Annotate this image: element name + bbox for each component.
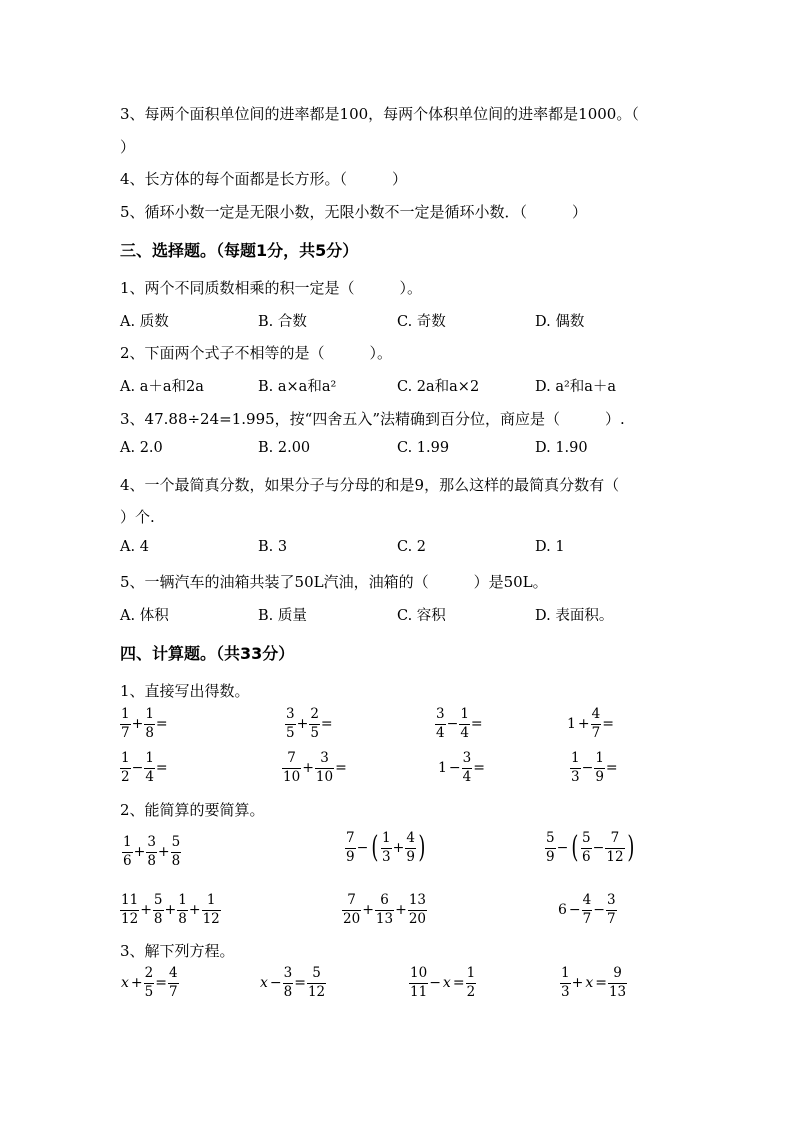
choice-q4-option-c: C. 2	[397, 539, 427, 555]
choice-q5-option-c: C. 容积	[397, 608, 446, 624]
choice-q2: 2、下面两个式子不相等的是（ ）。	[120, 344, 393, 362]
expr: $\frac{1}{2}$ − $\frac{1}{4}$ =	[121, 750, 168, 785]
expr: 1 + $\frac{4}{7}$ =	[567, 706, 614, 741]
choice-q5-option-a: A. 体积	[120, 608, 169, 624]
equation: $\frac{10}{11}$ − x = $\frac{1}{2}$	[410, 965, 476, 1000]
expr: $\frac{1}{7}$ + $\frac{1}{8}$ =	[121, 706, 168, 741]
choice-q4: 4、一个最简真分数，如果分子与分母的和是9，那么这样的最简真分数有（	[120, 476, 620, 494]
section-heading-choice: 三、选择题。（每题1分，共5分）	[120, 241, 359, 260]
expr: $\frac{7}{9}$ − ( $\frac{1}{3}$ + $\frac{4}{9}$ )	[346, 830, 426, 865]
equation: x + $\frac{2}{5}$ = $\frac{4}{7}$	[121, 965, 178, 1000]
choice-q4-option-a: A. 4	[120, 539, 149, 555]
choice-q1-option-a: A. 质数	[120, 314, 169, 330]
calc-part-1-label: 1、直接写出得数。	[120, 682, 250, 700]
choice-q3-option-a: A. 2.0	[120, 440, 163, 456]
judge-q3-tail: ）	[120, 138, 136, 156]
expr: $\frac{3}{5}$ + $\frac{2}{5}$ =	[286, 706, 333, 741]
choice-q2-option-b: B. a×a和a²	[258, 379, 337, 395]
expr: $\frac{7}{10}$ + $\frac{3}{10}$ =	[283, 750, 347, 785]
expr: $\frac{1}{3}$ − $\frac{1}{9}$ =	[571, 750, 618, 785]
choice-q1-option-c: C. 奇数	[397, 314, 446, 330]
expr: $\frac{7}{20}$ + $\frac{6}{13}$ + $\frac{13}{20}$	[343, 892, 427, 927]
expr: $\frac{1}{6}$ + $\frac{3}{8}$ + $\frac{5}{8}$	[123, 834, 181, 869]
judge-q3: 3、每两个面积单位间的进率都是100，每两个体积单位间的进率都是1000。（	[120, 105, 639, 123]
expr: $\frac{11}{12}$ + $\frac{5}{8}$ + $\frac{1}{8}$ + $\frac{1}{12}$	[121, 892, 220, 927]
choice-q1-option-b: B. 合数	[258, 314, 307, 330]
choice-q1-option-d: D. 偶数	[535, 314, 585, 330]
choice-q4-tail: ）个.	[120, 508, 155, 526]
choice-q2-option-c: C. 2a和a×2	[397, 379, 480, 395]
equation: $\frac{1}{3}$ + x = $\frac{9}{13}$	[561, 965, 627, 1000]
choice-q3-option-c: C. 1.99	[397, 440, 450, 456]
choice-q5: 5、一辆汽车的油箱共装了50L汽油，油箱的（ ）是50L。	[120, 573, 548, 591]
choice-q4-option-b: B. 3	[258, 539, 288, 555]
choice-q2-option-a: A. a＋a和2a	[120, 379, 204, 395]
expr: $\frac{3}{4}$ − $\frac{1}{4}$ =	[436, 706, 483, 741]
expr: 1 − $\frac{3}{4}$ =	[438, 750, 485, 785]
judge-q5: 5、循环小数一定是无限小数，无限小数不一定是循环小数．（ ）	[120, 203, 588, 221]
calc-part-2-label: 2、能简算的要简算。	[120, 801, 265, 819]
section-heading-calc: 四、计算题。（共33分）	[120, 644, 295, 663]
equation: x − $\frac{3}{8}$ = $\frac{5}{12}$	[260, 965, 326, 1000]
choice-q4-option-d: D. 1	[535, 539, 565, 555]
expr: 6 − $\frac{4}{7}$ − $\frac{3}{7}$	[558, 892, 616, 927]
choice-q3: 3、47.88÷24=1.995，按“四舍五入”法精确到百分位，商应是（ ）.	[120, 410, 625, 428]
choice-q3-option-b: B. 2.00	[258, 440, 311, 456]
judge-q4: 4、长方体的每个面都是长方形。（ ）	[120, 170, 408, 188]
choice-q5-option-b: B. 质量	[258, 608, 307, 624]
choice-q2-option-d: D. a²和a＋a	[535, 379, 617, 395]
choice-q1: 1、两个不同质数相乘的积一定是（ ）。	[120, 279, 423, 297]
choice-q5-option-d: D. 表面积。	[535, 608, 614, 624]
choice-q3-option-d: D. 1.90	[535, 440, 588, 456]
calc-part-3-label: 3、解下列方程。	[120, 942, 235, 960]
expr: $\frac{5}{9}$ − ( $\frac{5}{6}$ − $\frac{7}{12}$ )	[546, 830, 634, 865]
